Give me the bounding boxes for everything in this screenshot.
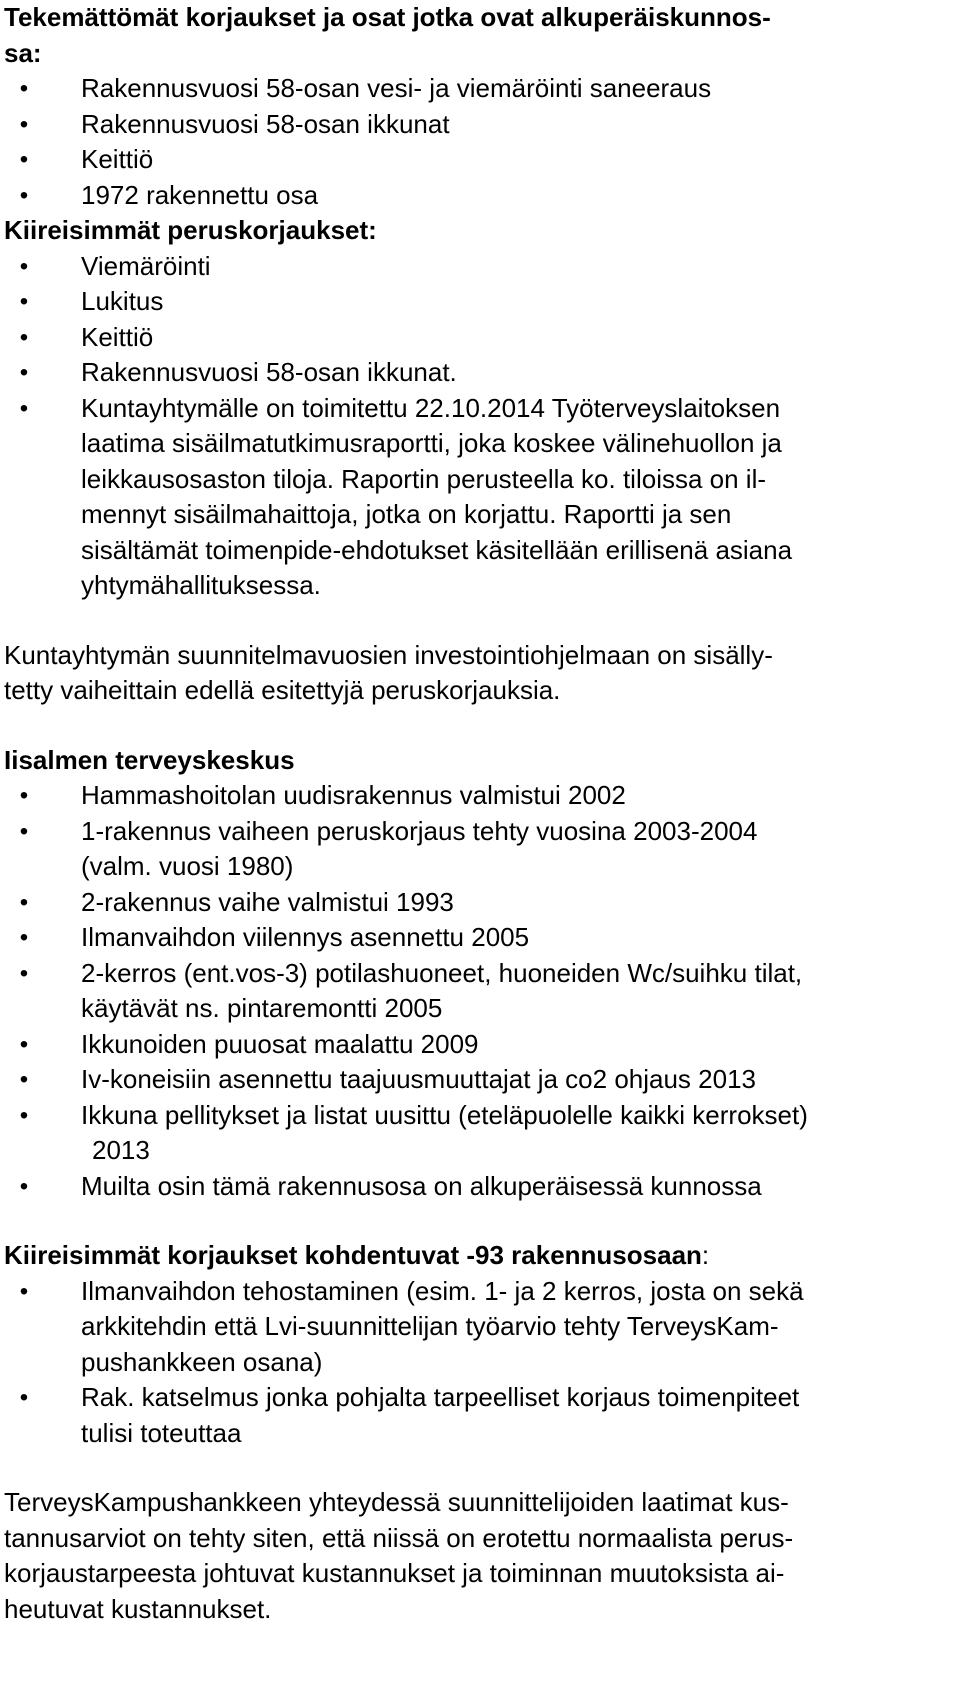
bullet-icon: •	[19, 75, 29, 102]
list-item: • Keittiö	[4, 142, 954, 178]
list-item: • Ilmanvaihdon viilennys asennettu 2005	[4, 920, 954, 956]
section-heading: Iisalmen terveyskeskus	[4, 744, 295, 775]
bullet-icon: •	[19, 1384, 29, 1411]
list-item: • Kuntayhtymälle on toimitettu 22.10.2014 Työterveyslaitoksen laatima sisäilmatutkimusraportti, joka koskee välinehuollon ja leikkausosaston tiloja. Raportin perusteella ko. tiloissa on il- mennyt sisäilmahaittoja, jotka on korjattu. Raportti ja sen sisältämät toimenpide-ehdotukset käsitellään erillisenä asiana yhtymähallituksessa.	[4, 391, 954, 604]
bullet-icon: •	[19, 146, 29, 173]
paragraph-investment-plan: Kuntayhtymän suunnitelmavuosien investointiohjelmaan on sisälly- tetty vaiheittain edellä esitettyjä peruskorjauksia.	[4, 639, 773, 705]
list-item: • 1-rakennus vaiheen peruskorjaus tehty vuosina 2003-2004 (valm. vuosi 1980)	[4, 814, 954, 885]
list-item: • Hammashoitolan uudisrakennus valmistui 2002	[4, 778, 954, 814]
bullet-icon: •	[19, 110, 29, 138]
bullet-icon: •	[19, 924, 29, 951]
bullet-icon: •	[19, 782, 29, 809]
bullet-icon: •	[19, 1030, 29, 1058]
document-page	[4, 0, 954, 1627]
bullet-icon: •	[19, 323, 29, 351]
paragraph-terveyskampus-costs: TerveysKampushankkeen yhteydessä suunnittelijoiden laatimat kus- tannusarviot on tehty siten, että niissä on erotettu normaalista perus- korjaustarpeesta johtuvat kustannukset ja toiminnan muutoksista ai- heutuvat kustannukset.	[4, 1487, 794, 1624]
bullet-icon: •	[19, 888, 29, 916]
list-item: • Ikkuna pellitykset ja listat uusittu (eteläpuolelle kaikki kerrokset) 2013	[4, 1098, 954, 1169]
heading-line: Tekemättömät korjaukset ja osat jotka ovat alkuperäiskunnos-	[4, 2, 771, 32]
list-item: • Rakennusvuosi 58-osan vesi- ja viemäröinti saneeraus	[4, 71, 954, 107]
section-heading: Kiireisimmät korjaukset kohdentuvat -93 rakennusosaan:	[4, 1240, 710, 1270]
section-urgent-93-building	[4, 1238, 954, 1451]
bullet-icon: •	[19, 359, 29, 386]
list-item: • Keittiö	[4, 320, 954, 356]
list-item: • Lukitus	[4, 284, 954, 320]
list-item: • 2-kerros (ent.vos-3) potilashuoneet, huoneiden Wc/suihku tilat, käytävät ns. pintaremontti 2005	[4, 956, 954, 1027]
heading-line: sa:	[4, 37, 42, 68]
bullet-list	[4, 249, 954, 604]
bullet-icon: •	[19, 1172, 29, 1200]
bullet-icon: •	[19, 817, 29, 845]
bullet-list	[4, 1274, 954, 1452]
list-item: • 1972 rakennettu osa	[4, 178, 954, 214]
section-iisalmi-health-center	[4, 743, 954, 1205]
list-item: • Muilta osin tämä rakennusosa on alkuperäisessä kunnossa	[4, 1169, 954, 1205]
list-item: • Ikkunoiden puuosat maalattu 2009	[4, 1027, 954, 1063]
bullet-icon: •	[19, 959, 29, 987]
section-heading: Kiireisimmät peruskorjaukset:	[4, 215, 377, 245]
list-item: • 2-rakennus vaihe valmistui 1993	[4, 885, 954, 921]
bullet-icon: •	[19, 252, 29, 280]
bullet-icon: •	[19, 288, 29, 315]
list-item: • Rak. katselmus jonka pohjalta tarpeelliset korjaus toimenpiteet tulisi toteuttaa	[4, 1380, 954, 1451]
bullet-list	[4, 778, 954, 1204]
list-item: • Viemäröinti	[4, 249, 954, 285]
bullet-icon: •	[19, 1277, 29, 1305]
section-urgent-renovations	[4, 213, 954, 604]
bullet-list	[4, 71, 954, 213]
section-heading	[4, 0, 954, 71]
list-item: • Rakennusvuosi 58-osan ikkunat	[4, 107, 954, 143]
list-item: • Iv-koneisiin asennettu taajuusmuuttajat ja co2 ohjaus 2013	[4, 1062, 954, 1098]
section-unrepaired	[4, 0, 954, 213]
bullet-icon: •	[19, 181, 29, 209]
bullet-icon: •	[19, 1101, 29, 1129]
list-item: • Rakennusvuosi 58-osan ikkunat.	[4, 355, 954, 391]
bullet-icon: •	[19, 394, 29, 422]
list-item: • Ilmanvaihdon tehostaminen (esim. 1- ja 2 kerros, josta on sekä arkkitehdin että Lvi-suunnittelijan työarvio tehty TerveysKam- pushankkeen osana)	[4, 1274, 954, 1381]
bullet-icon: •	[19, 1066, 29, 1093]
